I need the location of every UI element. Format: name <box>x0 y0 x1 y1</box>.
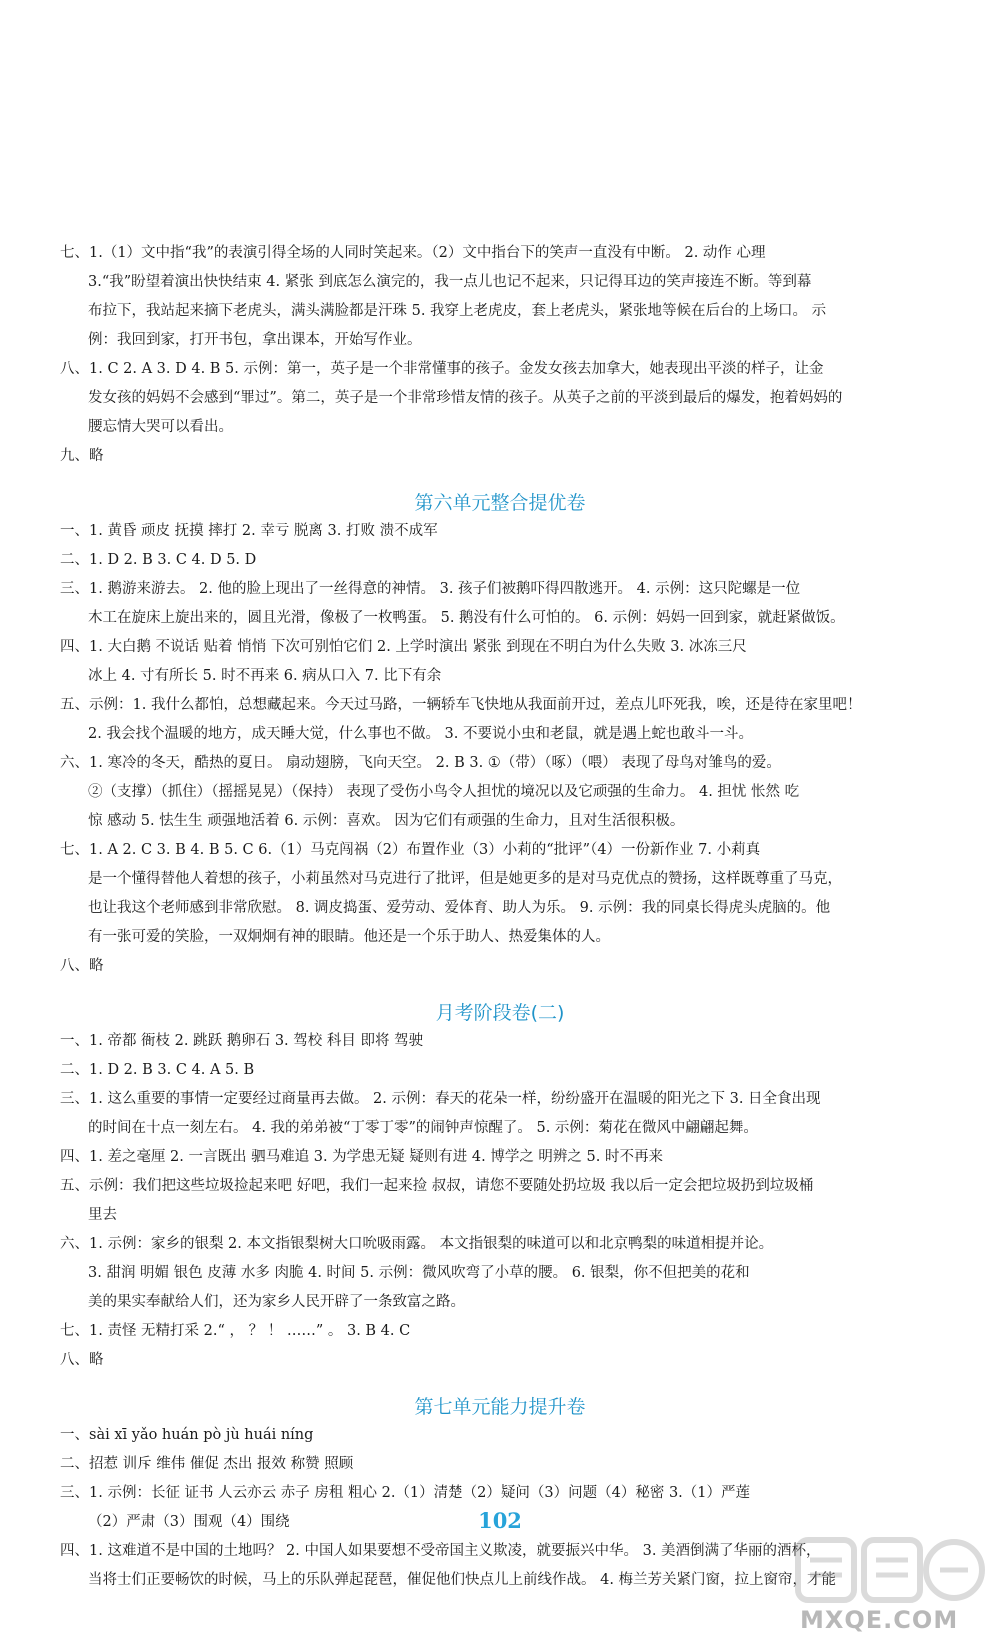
answer-line: 也让我这个老师感到非常欣慰。 8. 调皮捣蛋、爱劳动、爱体育、助人为乐。 9. 示例：我的同桌长得虎头虎脑的。他 <box>88 900 831 916</box>
page-number: 102 <box>478 1508 522 1533</box>
answer-line: 3. 甜润 明媚 银色 皮薄 水多 肉脆 4. 时间 5. 示例：微风吹弯了小草的腰。 6. 银梨，你不但把美的花和 <box>88 1265 750 1281</box>
section-unit5-end <box>60 244 940 476</box>
answer-line: 3.“我”盼望着演出快快结束 4. 紧张 到底怎么演完的，我一点儿也记不起来，只记得耳边的笑声接连不断。等到幕 <box>88 274 812 290</box>
answer-line: 美的果实奉献给人们，还为家乡人民开辟了一条致富之路。 <box>88 1294 465 1310</box>
watermark-text: MXQE.COM <box>800 1606 959 1634</box>
answer-line: 六、1. 寒冷的冬天，酷热的夏日。 扇动翅膀，飞向天空。 2. B 3. ①（带）（啄）（喂） 表现了母鸟对雏鸟的爱。 <box>60 755 781 771</box>
answer-line: 三、1. 示例：长征 证书 人云亦云 赤子 房租 粗心 2.（1）清楚（2）疑问（3）问题（4）秘密 3.（1）严莲 <box>60 1485 750 1501</box>
section-heading: 第七单元能力提升卷 <box>414 1396 586 1418</box>
answer-line: 二、1. D 2. B 3. C 4. D 5. D <box>60 552 257 568</box>
answer-line: 九、略 <box>60 448 104 464</box>
answer-line: 是一个懂得替他人着想的孩子，小莉虽然对马克进行了批评，但是她更多的是对马克优点的赞扬，这样既尊重了马克， <box>88 871 842 887</box>
answer-line: ②（支撑）（抓住）（摇摇晃晃）（保持） 表现了受伤小鸟令人担忧的境况以及它顽强的生命力。 4. 担忧 怅然 吃 <box>88 784 800 800</box>
answer-line: 五、示例：我们把这些垃圾捡起来吧 好吧，我们一起来捡 叔叔，请您不要随处扔垃圾 我以后一定会把垃圾扔到垃圾桶 <box>60 1178 814 1194</box>
section-heading: 第六单元整合提优卷 <box>414 492 586 514</box>
answer-line: 惊 感动 5. 怯生生 顽强地活着 6. 示例：喜欢。 因为它们有顽强的生命力，且对生活很积极。 <box>88 813 685 829</box>
answer-line: 的时间在十点一刻左右。 4. 我的弟弟被“丁零丁零”的闹钟声惊醒了。 5. 示例：菊花在微风中翩翩起舞。 <box>88 1120 758 1136</box>
answer-line: 一、1. 帝都 衙枝 2. 跳跃 鹅卵石 3. 驾校 科目 即将 驾驶 <box>60 1033 424 1049</box>
section-monthly-test <box>60 1032 940 1380</box>
answer-line: 八、略 <box>60 958 104 974</box>
answer-line: 八、略 <box>60 1352 104 1368</box>
answer-line: 六、1. 示例：家乡的银梨 2. 本文指银梨树大口吮吸雨露。 本文指银梨的味道可以和北京鸭梨的味道相提并论。 <box>60 1236 774 1252</box>
answer-line: 八、1. C 2. A 3. D 4. B 5. 示例：第一，英子是一个非常懂事的孩子。金发女孩去加拿大，她表现出平淡的样子，让金 <box>60 361 824 377</box>
answer-line: 三、1. 这么重要的事情一定要经过商量再去做。 2. 示例：春天的花朵一样，纷纷盛开在温暖的阳光之下 3. 日全食出现 <box>60 1091 821 1107</box>
answer-line: 发女孩的妈妈不会感到“罪过”。第二，英子是一个非常珍惜友情的孩子。从英子之前的平淡到最后的爆发，抱着妈妈的 <box>88 390 843 406</box>
answer-line: 一、sài xī yǎo huán pò jù huái níng <box>60 1427 314 1443</box>
answer-line: 七、1. 责怪 无精打采 2.“ ， ？ ！ ……” 。 3. B 4. C <box>60 1323 411 1339</box>
answer-line: 冰上 4. 寸有所长 5. 时不再来 6. 病从口入 7. 比下有余 <box>88 668 442 684</box>
answer-line: 二、招惹 训斥 维伟 催促 杰出 报效 称赞 照顾 <box>60 1456 354 1472</box>
answer-line: 四、1. 差之毫厘 2. 一言既出 驷马难追 3. 为学患无疑 疑则有进 4. 博学之 明辨之 5. 时不再来 <box>60 1149 663 1165</box>
answer-line: 七、1. A 2. C 3. B 4. B 5. C 6.（1）马克闯祸（2）布置作业（3）小莉的“批评”（4）一份新作业 7. 小莉真 <box>60 842 761 858</box>
answer-line: 木工在旋床上旋出来的，圆且光滑，像极了一枚鸭蛋。 5. 鹅没有什么可怕的。 6. 示例：妈妈一回到家，就赶紧做饭。 <box>88 610 845 626</box>
answer-line: 布拉下，我站起来摘下老虎头，满头满脸都是汗珠 5. 我穿上老虎皮，套上老虎头，紧张地等候在后台的上场口。 示 <box>88 303 827 319</box>
answer-line: 五、示例：1. 我什么都怕，总想藏起来。今天过马路，一辆轿车飞快地从我面前开过，差点儿吓死我，唉，还是待在家里吧！ <box>60 697 862 713</box>
answer-line: 当将士们正要畅饮的时候，马上的乐队弹起琵琶，催促他们快点儿上前线作战。 4. 梅兰芳关紧门窗，拉上窗帘，才能 <box>88 1572 837 1588</box>
answer-line: 七、1.（1）文中指“我”的表演引得全场的人同时笑起来。（2）文中指台下的笑声一直没有中断。 2. 动作 心理 <box>60 245 766 261</box>
answer-line: 二、1. D 2. B 3. C 4. A 5. B <box>60 1062 255 1078</box>
section-heading: 月考阶段卷(二) <box>435 1002 565 1024</box>
answer-line: 三、1. 鹅游来游去。 2. 他的脸上现出了一丝得意的神情。 3. 孩子们被鹅吓得四散逃开。 4. 示例：这只陀螺是一位 <box>60 581 801 597</box>
answer-line: 例：我回到家，打开书包，拿出课本，开始写作业。 <box>88 332 422 348</box>
answer-line: 2. 我会找个温暖的地方，成天睡大觉，什么事也不做。 3. 不要说小虫和老鼠，就是遇上蛇也敢斗一斗。 <box>88 726 753 742</box>
answer-line: （2）严肃（3）围观（4）围绕 <box>88 1514 290 1530</box>
section-unit6 <box>60 522 940 986</box>
answer-content <box>60 244 940 1600</box>
answer-line: 有一张可爱的笑脸，一双炯炯有神的眼睛。他还是一个乐于助人、热爱集体的人。 <box>88 929 610 945</box>
answer-line: 一、1. 黄昏 顽皮 抚摸 摔打 2. 幸亏 脱离 3. 打败 溃不成军 <box>60 523 438 539</box>
answer-line: 里去 <box>88 1207 117 1223</box>
answer-logo-icon <box>790 1530 990 1610</box>
answer-line: 腰忘情大哭可以看出。 <box>88 419 233 435</box>
answer-line: 四、1. 这难道不是中国的土地吗？ 2. 中国人如果要想不受帝国主义欺凌，就要振兴中华。 3. 美酒倒满了华丽的酒杯， <box>60 1543 821 1559</box>
answer-line: 四、1. 大白鹅 不说话 贴着 悄悄 下次可别怕它们 2. 上学时演出 紧张 到现在不明白为什么失败 3. 冰冻三尺 <box>60 639 747 655</box>
